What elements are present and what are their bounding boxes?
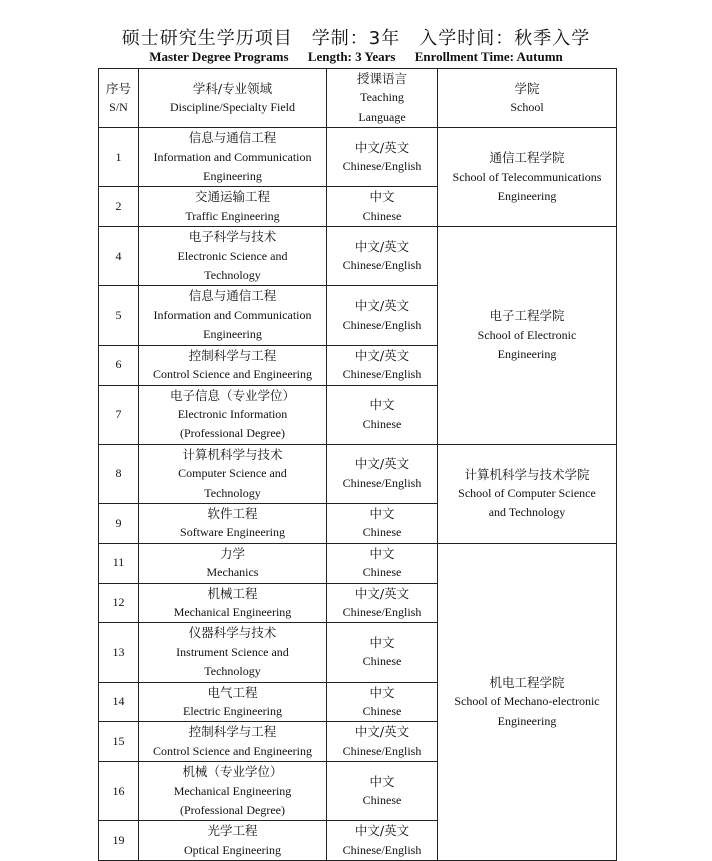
school-cell-mechano: 机电工程学院 School of Mechano-electronic Engineering [438, 543, 617, 861]
row-language: 中文/英文 Chinese/English [327, 583, 438, 623]
table-row [99, 444, 617, 503]
row-language: 中文 Chinese [327, 187, 438, 227]
row-field: 控制科学与工程 Control Science and Engineering [139, 722, 327, 762]
subtitle-enrollment: Enrollment Time: Autumn [414, 49, 563, 64]
row-sn: 5 [99, 286, 139, 345]
row-language: 中文/英文 Chinese/English [327, 722, 438, 762]
school-cell-computer: 计算机科学与技术学院 School of Computer Science and Technology [438, 444, 617, 543]
row-language: 中文 Chinese [327, 385, 438, 444]
row-language: 中文/英文 Chinese/English [327, 286, 438, 345]
row-language: 中文 Chinese [327, 762, 438, 821]
row-field: 力学 Mechanics [139, 543, 327, 583]
row-field: 软件工程 Software Engineering [139, 503, 327, 543]
row-sn: 4 [99, 227, 139, 286]
row-language: 中文 Chinese [327, 682, 438, 722]
table-row [99, 128, 617, 187]
row-sn: 7 [99, 385, 139, 444]
row-sn: 6 [99, 345, 139, 385]
row-language: 中文/英文 Chinese/English [327, 821, 438, 861]
row-field: 信息与通信工程 Information and Communication Engineering [139, 128, 327, 187]
row-field: 电气工程 Electric Engineering [139, 682, 327, 722]
row-language: 中文 Chinese [327, 503, 438, 543]
row-sn: 19 [99, 821, 139, 861]
row-language: 中文 Chinese [327, 623, 438, 682]
subtitle-length: Length: 3 Years [307, 49, 396, 64]
row-field: 仪器科学与技术 Instrument Science and Technology [139, 623, 327, 682]
row-language: 中文/英文 Chinese/English [327, 128, 438, 187]
row-field: 交通运输工程 Traffic Engineering [139, 187, 327, 227]
row-sn: 2 [99, 187, 139, 227]
row-field: 机械工程 Mechanical Engineering [139, 583, 327, 623]
row-field: 信息与通信工程 Information and Communication Engineering [139, 286, 327, 345]
row-field: 电子科学与技术 Electronic Science and Technology [139, 227, 327, 286]
page-title: 硕士研究生学历项目 学制：3年 入学时间：秋季入学 [121, 28, 591, 49]
page-subtitle [0, 49, 712, 65]
header-school: 学院 School [438, 69, 617, 128]
row-sn: 8 [99, 444, 139, 503]
row-sn: 11 [99, 543, 139, 583]
programs-table [98, 68, 617, 861]
school-cell-electronic: 电子工程学院 School of Electronic Engineering [438, 227, 617, 444]
header-language: 授课语言 Teaching Language [327, 69, 438, 128]
subtitle-programs: Master Degree Programs [149, 49, 289, 64]
row-language: 中文 Chinese [327, 543, 438, 583]
row-sn: 1 [99, 128, 139, 187]
table-row [99, 543, 617, 583]
row-field: 机械（专业学位） Mechanical Engineering (Professional Degree) [139, 762, 327, 821]
table-header-row [99, 69, 617, 128]
row-field: 电子信息（专业学位） Electronic Information (Professional Degree) [139, 385, 327, 444]
table-row [99, 227, 617, 286]
row-sn: 14 [99, 682, 139, 722]
row-field: 控制科学与工程 Control Science and Engineering [139, 345, 327, 385]
row-sn: 13 [99, 623, 139, 682]
row-sn: 16 [99, 762, 139, 821]
row-sn: 12 [99, 583, 139, 623]
row-language: 中文/英文 Chinese/English [327, 227, 438, 286]
row-field: 光学工程 Optical Engineering [139, 821, 327, 861]
row-language: 中文/英文 Chinese/English [327, 444, 438, 503]
row-sn: 15 [99, 722, 139, 762]
header-sn: 序号 S/N [99, 69, 139, 128]
row-language: 中文/英文 Chinese/English [327, 345, 438, 385]
row-sn: 9 [99, 503, 139, 543]
header-field: 学科/专业领域 Discipline/Specialty Field [139, 69, 327, 128]
row-field: 计算机科学与技术 Computer Science and Technology [139, 444, 327, 503]
school-cell-telecom: 通信工程学院 School of Telecommunications Engineering [438, 128, 617, 227]
